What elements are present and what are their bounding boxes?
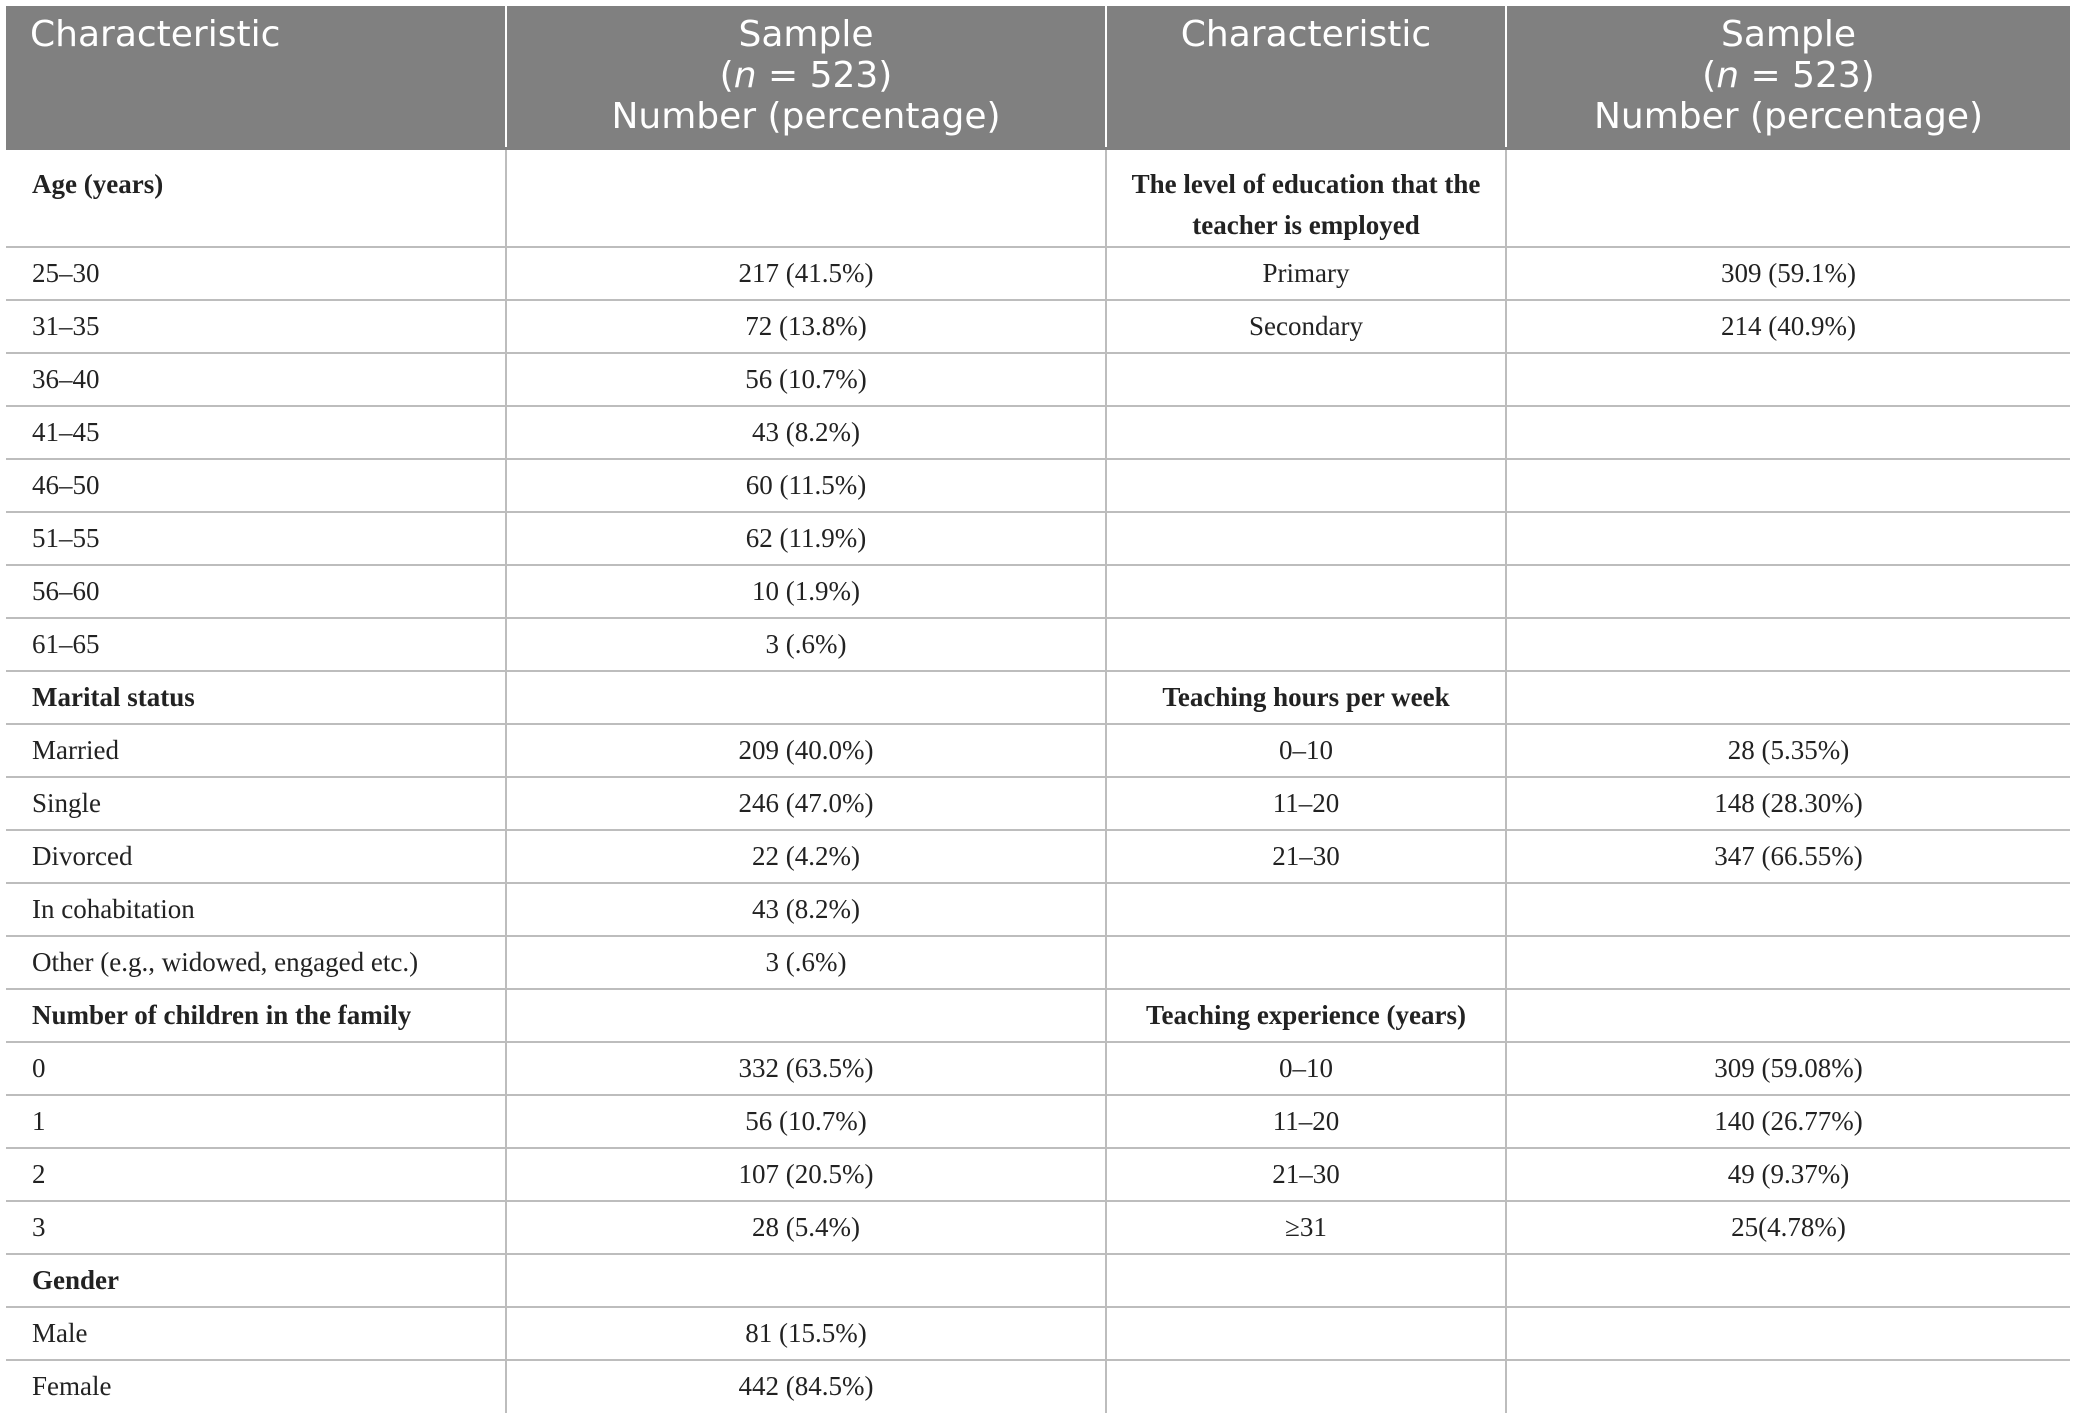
value-cell: 347 (66.55%)	[1506, 830, 2070, 883]
label-cell	[1106, 1360, 1506, 1413]
header-characteristic-right: Characteristic	[1106, 6, 1506, 148]
label-cell: 36–40	[6, 353, 506, 406]
label-cell: 25–30	[6, 247, 506, 300]
label-cell	[1106, 883, 1506, 936]
demographics-table-container	[6, 6, 2070, 1413]
value-cell	[1506, 148, 2070, 247]
value-cell	[1506, 1360, 2070, 1413]
table-row	[6, 1360, 2070, 1413]
header-characteristic-left: Characteristic	[6, 6, 506, 148]
label-cell: ≥31	[1106, 1201, 1506, 1254]
label-cell: 51–55	[6, 512, 506, 565]
label-cell: Female	[6, 1360, 506, 1413]
header-sample-left-line2: (n = 523)	[719, 55, 893, 96]
table-row	[6, 671, 2070, 724]
label-cell: 11–20	[1106, 1095, 1506, 1148]
value-cell: 140 (26.77%)	[1506, 1095, 2070, 1148]
label-cell: 0–10	[1106, 1042, 1506, 1095]
table-row	[6, 936, 2070, 989]
table-row	[6, 565, 2070, 618]
label-cell	[1106, 936, 1506, 989]
demographics-table	[6, 6, 2070, 1413]
value-cell: 246 (47.0%)	[506, 777, 1106, 830]
label-cell	[1106, 565, 1506, 618]
table-row	[6, 1254, 2070, 1307]
label-cell	[1106, 406, 1506, 459]
value-cell: 43 (8.2%)	[506, 406, 1106, 459]
label-cell: 11–20	[1106, 777, 1506, 830]
header-row	[6, 6, 2070, 148]
table-row	[6, 883, 2070, 936]
header-sample-right-line3: Number (percentage)	[1593, 96, 1984, 137]
label-cell: 31–35	[6, 300, 506, 353]
value-cell: 28 (5.4%)	[506, 1201, 1106, 1254]
value-cell	[1506, 989, 2070, 1042]
label-cell: 0	[6, 1042, 506, 1095]
value-cell: 25(4.78%)	[1506, 1201, 2070, 1254]
section-heading-teaching-experience: Teaching experience (years)	[1106, 989, 1506, 1042]
value-cell: 148 (28.30%)	[1506, 777, 2070, 830]
label-cell: 56–60	[6, 565, 506, 618]
value-cell: 62 (11.9%)	[506, 512, 1106, 565]
label-cell: 1	[6, 1095, 506, 1148]
value-cell	[506, 1254, 1106, 1307]
table-header	[6, 6, 2070, 148]
value-cell	[1506, 1254, 2070, 1307]
table-row	[6, 1307, 2070, 1360]
table-row	[6, 300, 2070, 353]
section-heading-teaching-hours: Teaching hours per week	[1106, 671, 1506, 724]
value-cell: 107 (20.5%)	[506, 1148, 1106, 1201]
label-cell: 41–45	[6, 406, 506, 459]
label-cell: Married	[6, 724, 506, 777]
label-cell: 0–10	[1106, 724, 1506, 777]
label-cell: 2	[6, 1148, 506, 1201]
table-row	[6, 777, 2070, 830]
table-row	[6, 148, 2070, 247]
label-cell	[1106, 512, 1506, 565]
table-row	[6, 989, 2070, 1042]
section-heading-marital-status: Marital status	[6, 671, 506, 724]
value-cell: 309 (59.1%)	[1506, 247, 2070, 300]
label-cell	[1106, 459, 1506, 512]
table-row	[6, 1148, 2070, 1201]
value-cell: 22 (4.2%)	[506, 830, 1106, 883]
label-cell: Divorced	[6, 830, 506, 883]
value-cell	[1506, 936, 2070, 989]
value-cell: 214 (40.9%)	[1506, 300, 2070, 353]
section-heading-education-level: The level of education that the teacher is employed	[1106, 148, 1506, 247]
label-cell	[1106, 1254, 1506, 1307]
header-sample-left-line3: Number (percentage)	[611, 96, 1001, 137]
header-sample-left	[506, 6, 1106, 148]
value-cell	[1506, 406, 2070, 459]
header-sample-right-line1: Sample	[1721, 14, 1856, 55]
value-cell: 60 (11.5%)	[506, 459, 1106, 512]
table-row	[6, 724, 2070, 777]
label-cell	[1106, 618, 1506, 671]
label-cell: Single	[6, 777, 506, 830]
table-body	[6, 148, 2070, 1413]
label-cell: Other (e.g., widowed, engaged etc.)	[6, 936, 506, 989]
value-cell: 43 (8.2%)	[506, 883, 1106, 936]
label-cell: Male	[6, 1307, 506, 1360]
value-cell	[1506, 883, 2070, 936]
value-cell	[1506, 671, 2070, 724]
header-sample-right-line2: (n = 523)	[1702, 55, 1875, 96]
table-row	[6, 618, 2070, 671]
value-cell: 56 (10.7%)	[506, 353, 1106, 406]
value-cell: 3 (.6%)	[506, 618, 1106, 671]
table-row	[6, 1095, 2070, 1148]
value-cell: 332 (63.5%)	[506, 1042, 1106, 1095]
section-heading-children: Number of children in the family	[6, 989, 506, 1042]
label-cell: 21–30	[1106, 1148, 1506, 1201]
label-cell	[1106, 353, 1506, 406]
value-cell	[506, 148, 1106, 247]
label-cell: 21–30	[1106, 830, 1506, 883]
header-sample-right	[1506, 6, 2070, 148]
section-heading-gender: Gender	[6, 1254, 506, 1307]
table-row	[6, 512, 2070, 565]
label-cell: In cohabitation	[6, 883, 506, 936]
value-cell	[1506, 353, 2070, 406]
value-cell: 442 (84.5%)	[506, 1360, 1106, 1413]
section-heading-age: Age (years)	[6, 148, 506, 247]
value-cell	[506, 989, 1106, 1042]
value-cell	[1506, 1307, 2070, 1360]
value-cell	[1506, 459, 2070, 512]
value-cell	[1506, 618, 2070, 671]
table-row	[6, 406, 2070, 459]
value-cell: 81 (15.5%)	[506, 1307, 1106, 1360]
table-row	[6, 1042, 2070, 1095]
label-cell: 3	[6, 1201, 506, 1254]
header-sample-left-line1: Sample	[738, 14, 874, 55]
table-row	[6, 830, 2070, 883]
table-row	[6, 247, 2070, 300]
value-cell: 49 (9.37%)	[1506, 1148, 2070, 1201]
table-row	[6, 1201, 2070, 1254]
value-cell: 72 (13.8%)	[506, 300, 1106, 353]
value-cell: 56 (10.7%)	[506, 1095, 1106, 1148]
value-cell	[1506, 565, 2070, 618]
label-cell: Secondary	[1106, 300, 1506, 353]
value-cell: 209 (40.0%)	[506, 724, 1106, 777]
value-cell: 28 (5.35%)	[1506, 724, 2070, 777]
value-cell: 217 (41.5%)	[506, 247, 1106, 300]
label-cell	[1106, 1307, 1506, 1360]
value-cell: 309 (59.08%)	[1506, 1042, 2070, 1095]
label-cell: Primary	[1106, 247, 1506, 300]
value-cell: 3 (.6%)	[506, 936, 1106, 989]
label-cell: 46–50	[6, 459, 506, 512]
value-cell	[1506, 512, 2070, 565]
value-cell: 10 (1.9%)	[506, 565, 1106, 618]
table-row	[6, 459, 2070, 512]
value-cell	[506, 671, 1106, 724]
label-cell: 61–65	[6, 618, 506, 671]
table-row	[6, 353, 2070, 406]
